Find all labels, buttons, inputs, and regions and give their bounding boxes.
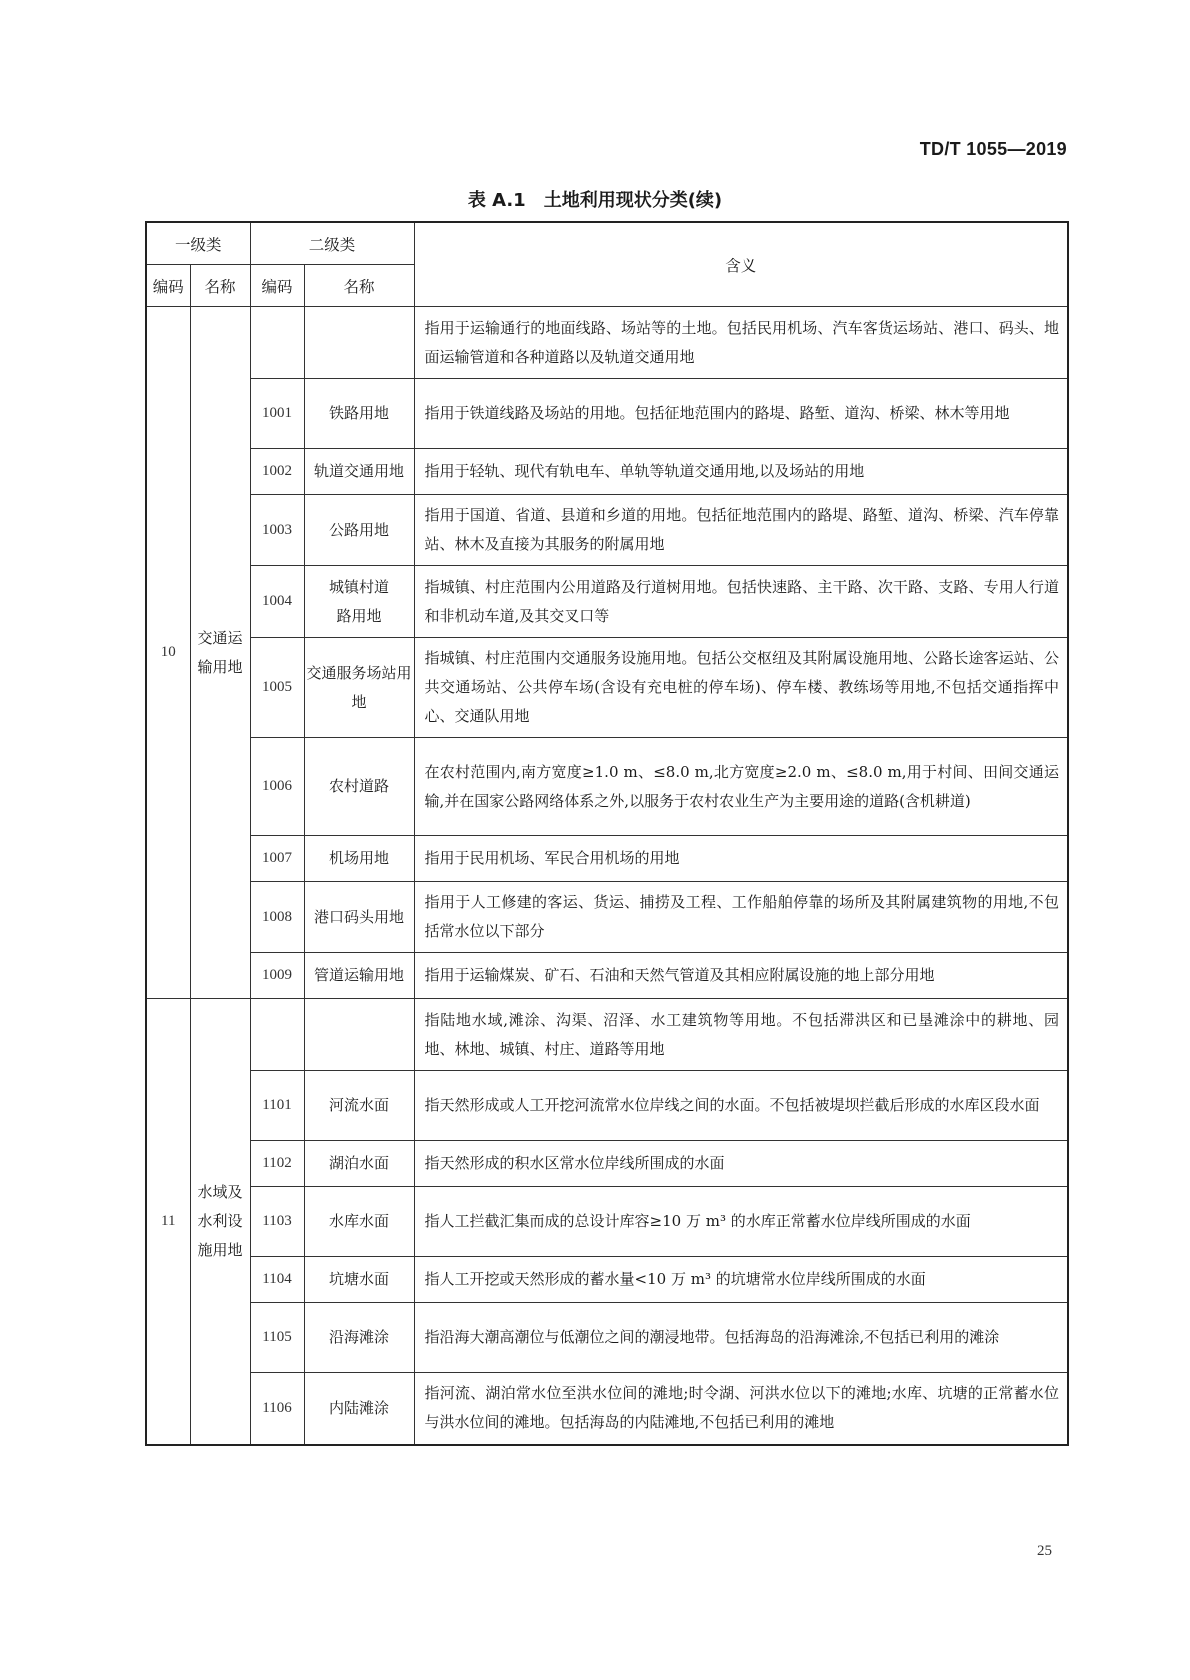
level2-name (304, 836, 414, 882)
definition-cell: 指人工拦截汇集而成的总设计库容≥10 万 m³ 的水库正常蓄水位岸线所围成的水面 (414, 1187, 1068, 1257)
level2-code: 1003 (250, 495, 304, 566)
level2-name-text: 坑塘水面 (329, 1270, 390, 1288)
table-row (146, 638, 1068, 738)
table-row (146, 449, 1068, 495)
definition-cell: 指用于铁道线路及场站的用地。包括征地范围内的路堤、路堑、道沟、桥梁、林木等用地 (414, 379, 1068, 449)
table-row (146, 1141, 1068, 1187)
header-name1: 名称 (190, 265, 250, 307)
table-row (146, 1071, 1068, 1141)
header-code1: 编码 (146, 265, 190, 307)
header-level2: 二级类 (250, 222, 414, 265)
table-body (146, 307, 1068, 1445)
level2-name (304, 1257, 414, 1303)
level2-name (304, 738, 414, 836)
definition-cell: 指人工开挖或天然形成的蓄水量<10 万 m³ 的坑塘常水位岸线所围成的水面 (414, 1257, 1068, 1303)
level2-name-text: 管道运输用地 (314, 966, 405, 984)
definition-cell: 指用于国道、省道、县道和乡道的用地。包括征地范围内的路堤、路堑、道沟、桥梁、汽车停靠站、林木及直接为其服务的附属用地 (414, 495, 1068, 566)
table-row (146, 1303, 1068, 1373)
level2-code: 1004 (250, 566, 304, 638)
level2-name-text: 沿海滩涂 (329, 1328, 390, 1346)
level2-name (304, 449, 414, 495)
level2-name-text: 内陆滩涂 (329, 1398, 390, 1417)
table-row (146, 738, 1068, 836)
level2-code: 1009 (250, 953, 304, 999)
page-number: 25 (1037, 1543, 1052, 1559)
land-use-table-container (145, 221, 1067, 1446)
level2-code: 1101 (250, 1071, 304, 1141)
level2-name (304, 1141, 414, 1187)
level2-code: 1106 (250, 1373, 304, 1445)
level2-name (304, 1071, 414, 1141)
level2-name (304, 379, 414, 449)
level2-code: 1007 (250, 836, 304, 882)
table-row (146, 836, 1068, 882)
level2-code: 1105 (250, 1303, 304, 1373)
level1-code: 10 (146, 307, 190, 999)
table-row (146, 566, 1068, 638)
definition-cell: 指用于轻轨、现代有轨电车、单轨等轨道交通用地,以及场站的用地 (414, 449, 1068, 495)
table-row (146, 953, 1068, 999)
level2-name-text: 公路用地 (329, 520, 390, 539)
table-row (146, 1373, 1068, 1445)
definition-cell: 指用于运输通行的地面线路、场站等的土地。包括民用机场、汽车客货运场站、港口、码头、地面运输管道和各种道路以及轨道交通用地 (414, 307, 1068, 379)
level2-code: 1103 (250, 1187, 304, 1257)
level2-code (250, 307, 304, 379)
table-row (146, 1257, 1068, 1303)
level2-code: 1006 (250, 738, 304, 836)
level2-name (304, 566, 414, 638)
definition-cell: 指天然形成的积水区常水位岸线所围成的水面 (414, 1141, 1068, 1187)
definition-cell: 指城镇、村庄范围内公用道路及行道树用地。包括快速路、主干路、次干路、支路、专用人行道和非机动车道,及其交叉口等 (414, 566, 1068, 638)
level2-name-text: 机场用地 (329, 849, 390, 867)
level2-code: 1005 (250, 638, 304, 738)
level2-name (304, 1303, 414, 1373)
level2-name (304, 307, 414, 379)
definition-cell: 在农村范围内,南方宽度≥1.0 m、≤8.0 m,北方宽度≥2.0 m、≤8.0 m,用于村间、田间交通运输,并在国家公路网络体系之外,以服务于农村农业生产为主要用途的道路(含机耕道) (414, 738, 1068, 836)
level2-name-text: 港口码头用地 (314, 907, 405, 926)
table-row (146, 1187, 1068, 1257)
level2-name (304, 638, 414, 738)
level2-code: 1102 (250, 1141, 304, 1187)
level1-name (190, 999, 250, 1445)
level2-name-text: 轨道交通用地 (314, 462, 405, 480)
level2-name-text: 铁路用地 (329, 404, 390, 422)
land-use-classification-table (145, 221, 1069, 1446)
level2-code: 1002 (250, 449, 304, 495)
level2-name-text: 河流水面 (329, 1096, 390, 1114)
level2-code: 1001 (250, 379, 304, 449)
table-row (146, 999, 1068, 1071)
level2-name-text: 城镇村道路用地 (329, 577, 390, 625)
level1-name-text: 交通运输用地 (197, 628, 243, 676)
definition-cell: 指用于民用机场、军民合用机场的用地 (414, 836, 1068, 882)
level1-code: 11 (146, 999, 190, 1445)
level1-name-text: 水域及水利设施用地 (197, 1182, 243, 1259)
definition-cell: 指沿海大潮高潮位与低潮位之间的潮浸地带。包括海岛的沿海滩涂,不包括已利用的滩涂 (414, 1303, 1068, 1373)
definition-cell: 指天然形成或人工开挖河流常水位岸线之间的水面。不包括被堤坝拦截后形成的水库区段水面 (414, 1071, 1068, 1141)
level2-code: 1008 (250, 882, 304, 953)
level2-name (304, 999, 414, 1071)
level2-name (304, 495, 414, 566)
level2-name (304, 882, 414, 953)
level2-name-text: 水库水面 (329, 1212, 390, 1230)
table-row (146, 379, 1068, 449)
definition-cell: 指用于人工修建的客运、货运、捕捞及工程、工作船舶停靠的场所及其附属建筑物的用地,不包括常水位以下部分 (414, 882, 1068, 953)
definition-cell: 指河流、湖泊常水位至洪水位间的滩地;时令湖、河洪水位以下的滩地;水库、坑塘的正常蓄水位与洪水位间的滩地。包括海岛的内陆滩地,不包括已利用的滩地 (414, 1373, 1068, 1445)
header-code2: 编码 (250, 265, 304, 307)
level1-name (190, 307, 250, 999)
level2-name-text: 交通服务场站用地 (306, 663, 412, 711)
table-row (146, 495, 1068, 566)
definition-cell: 指用于运输煤炭、矿石、石油和天然气管道及其相应附属设施的地上部分用地 (414, 953, 1068, 999)
level2-code (250, 999, 304, 1071)
level2-name-text: 湖泊水面 (329, 1154, 390, 1172)
level2-name-text: 农村道路 (329, 777, 390, 795)
standard-code: TD/T 1055—2019 (919, 139, 1067, 159)
header-name2: 名称 (304, 265, 414, 307)
level2-code: 1104 (250, 1257, 304, 1303)
table-title: 表 A.1 土地利用现状分类(续) (467, 190, 723, 211)
table-row (146, 307, 1068, 379)
level2-name (304, 953, 414, 999)
definition-cell: 指陆地水域,滩涂、沟渠、沼泽、水工建筑物等用地。不包括滞洪区和已垦滩涂中的耕地、园地、林地、城镇、村庄、道路等用地 (414, 999, 1068, 1071)
level2-name (304, 1187, 414, 1257)
definition-cell: 指城镇、村庄范围内交通服务设施用地。包括公交枢纽及其附属设施用地、公路长途客运站、公共交通场站、公共停车场(含设有充电桩的停车场)、停车楼、教练场等用地,不包括交通指挥中心、交通队用地 (414, 638, 1068, 738)
table-row (146, 882, 1068, 953)
header-level1: 一级类 (146, 222, 250, 265)
header-meaning: 含义 (414, 222, 1068, 307)
level2-name (304, 1373, 414, 1445)
